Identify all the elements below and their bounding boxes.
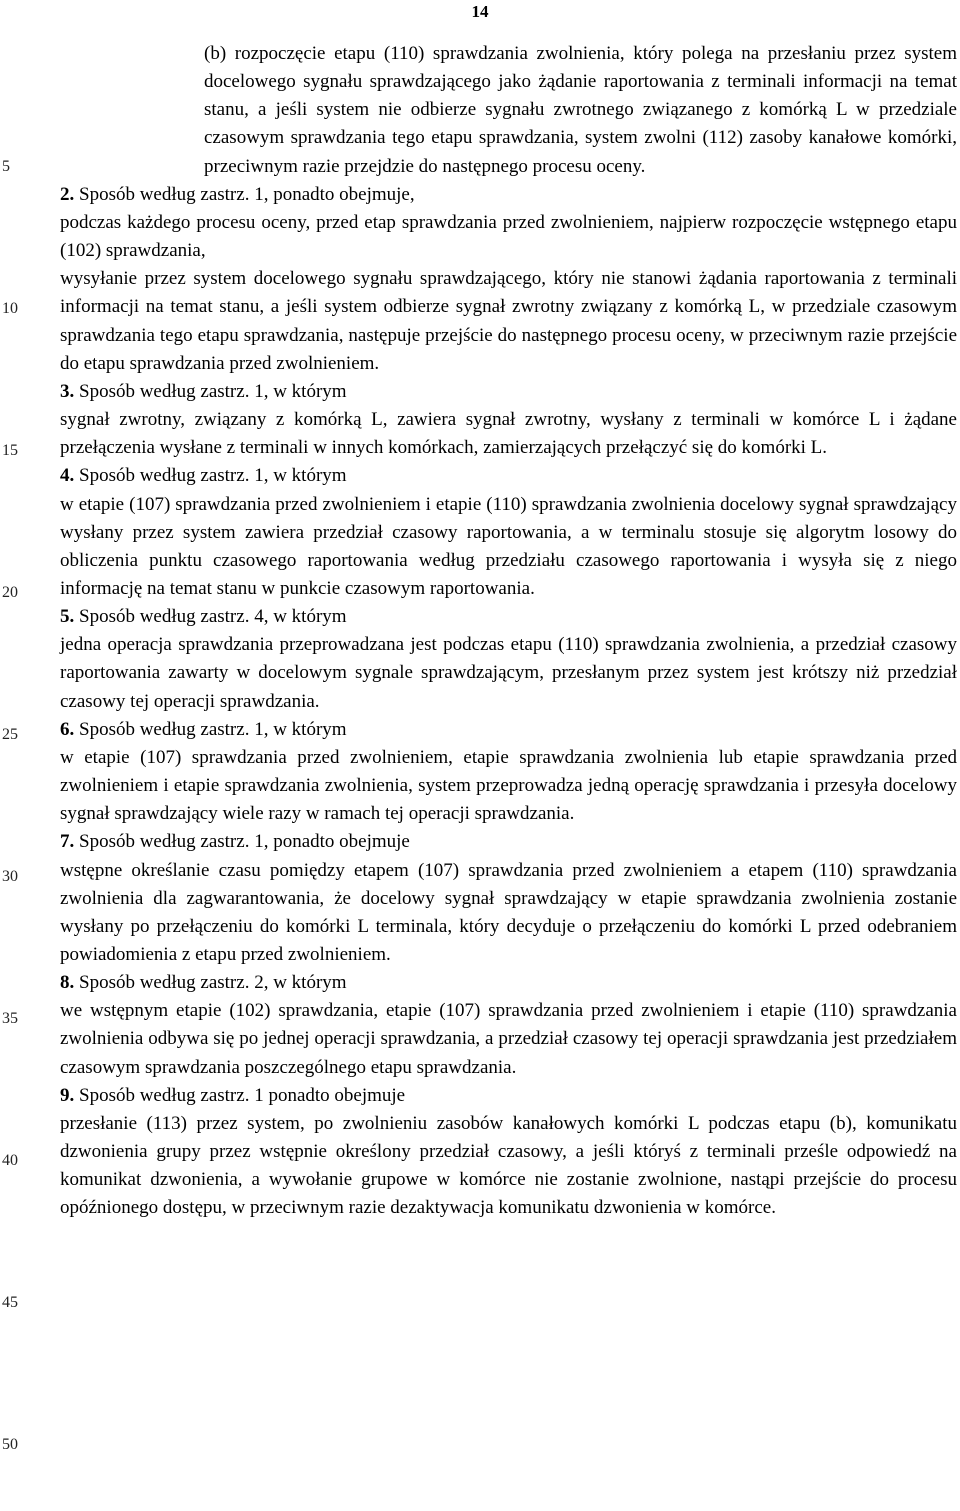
- line-number: 45: [2, 1294, 18, 1311]
- claim-heading-text: Sposób według zastrz. 1 ponadto obejmuje: [79, 1084, 406, 1106]
- line-number: 35: [2, 1010, 18, 1027]
- claim-heading: [60, 716, 957, 744]
- claim-paragraph: sygnał zwrotny, związany z komórką L, zawiera sygnał zwrotny, wysłany z terminali w komórce L i żądane przełączenia wysłane z terminali w innych komórkach, zamierzających przełączyć się do komórki L.: [60, 409, 957, 459]
- claim-7: [60, 828, 957, 969]
- page-number: 14: [471, 2, 489, 21]
- claim-number: 2.: [60, 183, 75, 205]
- claim-8: [60, 969, 957, 1082]
- claim-paragraph: wysyłanie przez system docelowego sygnału sprawdzającego, który nie stanowi żądania raportowania z terminali informacji na temat stanu, a jeśli system odbierze sygnał zwrotny związany z komórką L, w przedziale czasowym sprawdzania tego etapu sprawdzania, następuje przejście do następnego procesu oceny, w przeciwnym razie przejście do etapu sprawdzania przed zwolnieniem.: [60, 268, 957, 374]
- claim-number: 5.: [60, 606, 75, 628]
- claim-heading-text: Sposób według zastrz. 1, ponadto obejmuje: [79, 831, 410, 853]
- claim-5: [60, 603, 957, 716]
- line-number: 15: [2, 442, 18, 459]
- line-number: 20: [2, 584, 18, 601]
- claim-number: 3.: [60, 380, 75, 402]
- claim-heading-text: Sposób według zastrz. 1, w którym: [79, 465, 347, 487]
- claim-heading-text: Sposób według zastrz. 1, w którym: [79, 380, 347, 402]
- claim-heading: [60, 462, 957, 490]
- claims-body: [60, 40, 957, 1223]
- claim-number: 4.: [60, 465, 75, 487]
- line-number: 10: [2, 300, 18, 317]
- claim-heading: [60, 828, 957, 856]
- claim-paragraph: w etapie (107) sprawdzania przed zwolnieniem i etapie (110) sprawdzania zwolnienia docelowy sygnał sprawdzający wysłany przez system zawiera przedział czasowy raportowania, a w terminalu stosuje się algorytm losowy do obliczenia punktu czasowego raportowania według przedziału czasowego raportowania i wysyła się z niego informację na temat stanu w punkcie czasowym raportowania.: [60, 493, 957, 599]
- line-number: 30: [2, 868, 18, 885]
- claim-number: 6.: [60, 718, 75, 740]
- claim-heading: [60, 181, 957, 209]
- claim-6: [60, 716, 957, 829]
- claim-number: 9.: [60, 1084, 75, 1106]
- claim-number: 8.: [60, 972, 75, 994]
- line-number: 5: [2, 158, 10, 175]
- line-number: 25: [2, 726, 18, 743]
- claim-heading: [60, 378, 957, 406]
- claim-2: [60, 181, 957, 378]
- line-number: 50: [2, 1436, 18, 1453]
- claim-9: [60, 1082, 957, 1223]
- claim-paragraph: przesłanie (113) przez system, po zwolnieniu zasobów kanałowych komórki L podczas etapu (b), komunikatu dzwonienia grupy przez wstępnie określony przedział czasowy, a jeśli któryś z terminali prześle odpowiedź na komunikat dzwonienia, a wywołanie grupowe w komórce nie zostanie zwolnione, nastąpi przejście do procesu opóźnionego dostępu, w przeciwnym razie dezaktywacja komunikatu dzwonienia w komórce.: [60, 1112, 957, 1219]
- claim-3: [60, 378, 957, 462]
- claim-heading: [60, 969, 957, 997]
- claim-heading: [60, 603, 957, 631]
- claim-heading-text: Sposób według zastrz. 4, w którym: [79, 606, 347, 628]
- claim-paragraph: w etapie (107) sprawdzania przed zwolnieniem, etapie sprawdzania zwolnienia lub etapie sprawdzania przed zwolnieniem i etapie sprawdzania zwolnienia, system przeprowadza jedną operację sprawdzania i przesyła docelowy sygnał sprawdzający wiele razy w ramach tej operacji sprawdzania.: [60, 746, 957, 825]
- claim-paragraph: wstępne określanie czasu pomiędzy etapem (107) sprawdzania przed zwolnieniem a etapem (110) sprawdzania zwolnienia dla zagwarantowania, że docelowy sygnał sprawdzający w etapie sprawdzania zwolnienia zostanie wysłany po przełączeniu do komórki L terminala, który decyduje o przełączeniu do komórki L przed odebraniem powiadomienia z etapu przed zwolnieniem.: [60, 859, 957, 965]
- claim-heading: [60, 1082, 957, 1110]
- claim-paragraph: jedna operacja sprawdzania przeprowadzana jest podczas etapu (110) sprawdzania zwolnienia, a przedział czasowy raportowania zawarty w docelowym sygnale sprawdzającym, przesłanym przez system jest krótszy niż przedział czasowy tej operacji sprawdzania.: [60, 634, 957, 712]
- claim-heading-text: Sposób według zastrz. 1, ponadto obejmuje,: [79, 183, 415, 205]
- line-number-margin: [0, 0, 40, 1511]
- claim-number: 7.: [60, 831, 75, 853]
- claim-paragraph: podczas każdego procesu oceny, przed etap sprawdzania przed zwolnieniem, najpierw rozpoczęcie wstępnego etapu (102) sprawdzania,: [60, 211, 957, 262]
- claim-heading-text: Sposób według zastrz. 1, w którym: [79, 718, 347, 740]
- line-number: 40: [2, 1152, 18, 1169]
- claim-4: [60, 462, 957, 603]
- claim-heading-text: Sposób według zastrz. 2, w którym: [79, 972, 347, 994]
- claim-1-continuation: (b) rozpoczęcie etapu (110) sprawdzania zwolnienia, który polega na przesłaniu przez system docelowego sygnału sprawdzającego jako żądanie raportowania z terminali informacji na temat stanu, a jeśli system nie odbierze sygnału zwrotnego związanego z komórką L w przedziale czasowym sprawdzania tego etapu sprawdzania, system zwolni (112) zasoby kanałowe komórki, przeciwnym razie przejdzie do następnego procesu oceny.: [204, 43, 957, 177]
- claim-paragraph: we wstępnym etapie (102) sprawdzania, etapie (107) sprawdzania przed zwolnieniem i etapie (110) sprawdzania zwolnienia odbywa się po jednej operacji sprawdzania, a przedział czasowy tej operacji sprawdzania jest przedziałem czasowym sprawdzania poszczególnego etapu sprawdzania.: [60, 1000, 957, 1078]
